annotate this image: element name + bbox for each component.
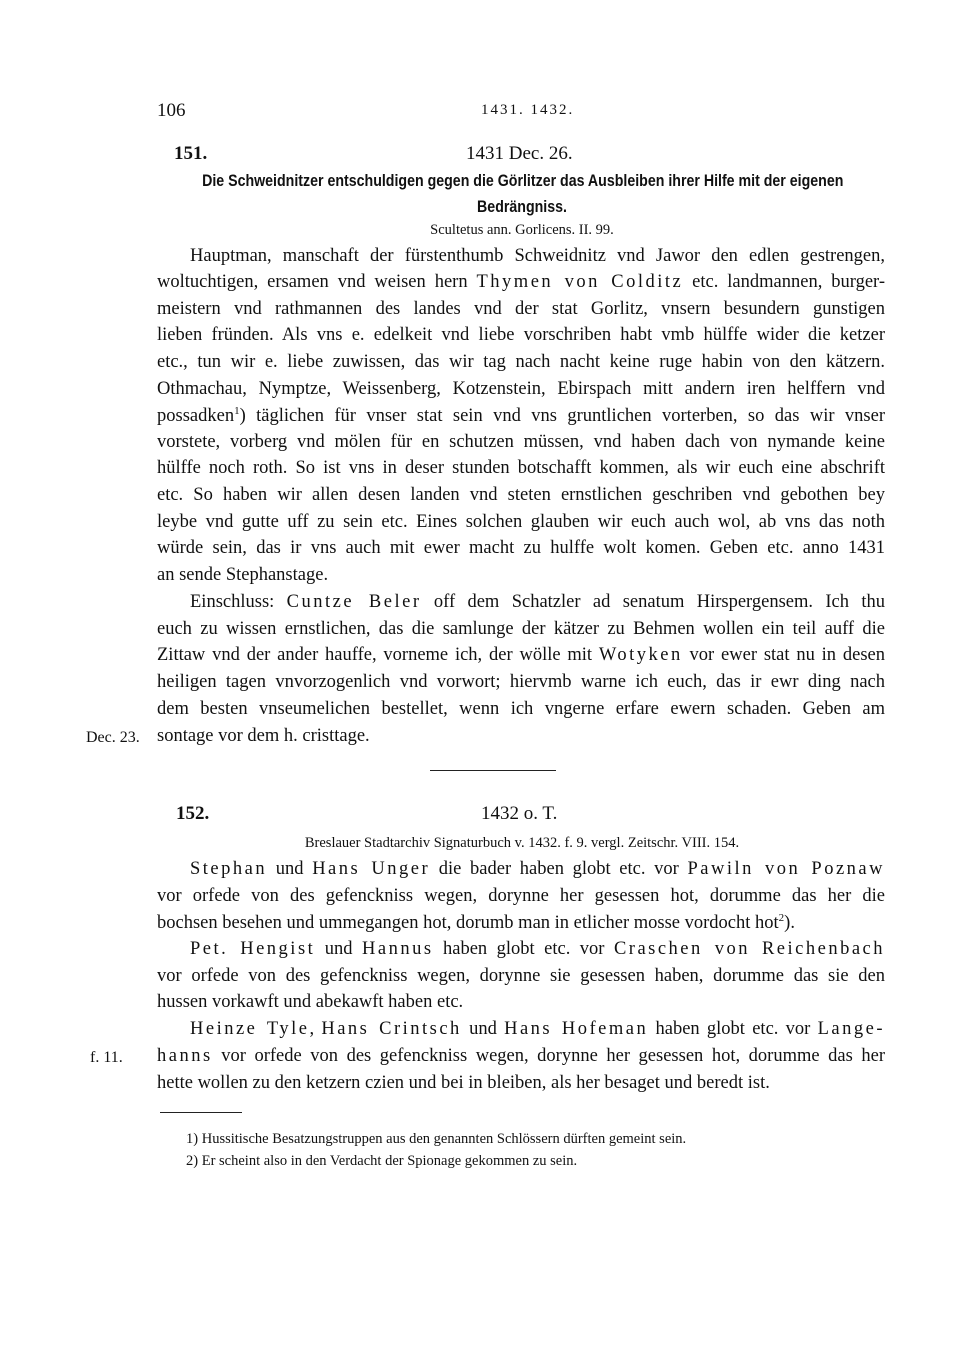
enclosure-line: Zittaw vnd der ander hauffe, vorneme ich, der wölle mit Wotyken vor ewer stat nu in desen — [157, 645, 885, 665]
person-name: Pawiln von Poznaw — [687, 859, 886, 879]
document-number-151: 151. — [174, 143, 208, 164]
text-line: bochsen besehen und ummegangen hot, dorumb man in etlicher mosse vordocht hot$^2$). — [157, 912, 795, 934]
margin-folio-note: f. 11. — [90, 1049, 123, 1066]
person-name: hanns — [157, 1046, 213, 1066]
text-line: woltuchtigen, ersamen vnd weisen hern Thymen von Colditz etc. landmannen, burger- — [157, 272, 885, 292]
person-name: Hannus — [362, 939, 434, 959]
text-line: hülffe noch roth. So ist vns in deser stunden botschafft kommen, als wir euch eine abschrift — [157, 458, 885, 478]
footnote-ref: 2 — [778, 912, 785, 924]
text-line: lieben fründen. Als vns e. edelkeit vnd liebe vorschriben habt vmb hülffe wider die ketzer — [157, 325, 885, 345]
person-name: Hans Crintsch — [321, 1019, 462, 1039]
text-line: würde sein, das ir vns auch mit ewer macht zu hulffe wolt komen. Geben etc. anno 1431 — [157, 538, 885, 558]
text-line: Stephan und Hans Unger die bader haben globt etc. vor Pawiln von Poznaw — [190, 859, 886, 879]
footnote-1 — [186, 1131, 686, 1148]
person-name: Heinze Tyle — [190, 1019, 310, 1039]
text-line: etc. So haben wir allen desen landen vnd steten ernstlichen geschriben vnd gebothen bey — [157, 485, 885, 505]
text-line: possadken$^1$) täglichen für vnser stat sein vnd vns gruntlichen vorterben, so das wir vnser — [157, 405, 885, 427]
person-name: Thymen von Colditz — [476, 272, 684, 292]
person-name: Hans Hofeman — [504, 1019, 649, 1039]
person-name: Stephan — [190, 859, 268, 879]
footnote-divider — [160, 1112, 242, 1113]
footnote-2 — [186, 1153, 577, 1170]
person-name: Hans Unger — [312, 859, 431, 879]
footnote-mark: 1) — [186, 1131, 199, 1147]
footnote-text: Er scheint also in den Verdacht der Spionage gekommen zu sein. — [201, 1153, 578, 1169]
document-heading-151-cont: Bedrängniss. — [477, 198, 567, 216]
document-heading-151: Die Schweidnitzer entschuldigen gegen die Görlitzer das Ausbleiben ihrer Hilfe mit der eigenen — [202, 172, 844, 190]
enclosure-line: Einschluss: Cuntze Beler off dem Schatzler ad senatum Hirspergensem. Ich thu — [190, 592, 886, 612]
document-date-151: 1431 Dec. 26. — [466, 143, 573, 164]
text-line: Othmachau, Nymptze, Weissenberg, Kotzenstein, Ebirspach mitt andern iren helffern vnd — [157, 379, 885, 399]
document-source-151: Scultetus ann. Gorlicens. II. 99. — [430, 222, 614, 238]
text-line: hussen vorkawft und abekawft haben etc. — [157, 992, 464, 1012]
enclosure-line: euch zu wissen ernstlichen, das die samlunge der kätzer zu Behmen wollen ein teil auff die — [157, 619, 885, 639]
section-divider — [430, 770, 556, 771]
text-line: vor orfede von des gefenckniss wegen, dorynne her gesessen hot, dorumme das her die — [157, 886, 885, 906]
footnote-mark: 2) — [186, 1153, 199, 1169]
text-line: hette wollen zu den ketzern czien und bei in bleiben, als her besaget und beredt ist. — [157, 1073, 770, 1093]
text-line: leybe vnd gutte uff zu sein etc. Eines solchen glauben wir euch auch wol, ab vns das noth — [157, 512, 885, 532]
text-line: vorstete, vorberg vnd mölen für en schutzen müssen, vnd haben dach von nymande keine — [157, 432, 885, 452]
text-line: Pet. Hengist und Hannus haben globt etc. vor Craschen von Reichenbach — [190, 939, 885, 959]
page-number: 106 — [157, 100, 186, 121]
text-line: Heinze Tyle, Hans Crintsch und Hans Hofeman haben globt etc. vor Lange- — [190, 1019, 885, 1039]
enclosure-line: heiligen tagen vnvorzogenlich vnd vorwort; hiervmb warne ich euch, das ir ewr ding nach — [157, 672, 885, 692]
person-name: Pet. Hengist — [190, 939, 316, 959]
text-line: Hauptman, manschaft der fürstenthumb Schweidnitz vnd Jawor den edlen gestrengen, — [190, 246, 885, 266]
person-name: Lange- — [817, 1019, 885, 1039]
footnote-ref: 1 — [234, 405, 240, 417]
footnote-text: Hussitische Besatzungstruppen aus den genannten Schlössern dürften gemeint sein. — [201, 1131, 687, 1147]
text-line: an sende Stephanstage. — [157, 565, 329, 585]
text-line: etc., tun wir e. liebe zuwissen, das wir tag nach nacht keine ruge habin von den kätzern. — [157, 352, 885, 372]
person-name: Craschen von Reichenbach — [613, 939, 885, 959]
running-head: 1431. 1432. — [481, 102, 575, 118]
text-line: vor orfede von des gefenckniss wegen, dorynne sie gesessen haben, dorumme das sie den — [157, 966, 885, 986]
document-date-152: 1432 o. T. — [481, 803, 558, 824]
person-name: Wotyken — [598, 645, 683, 665]
document-number-152: 152. — [176, 803, 210, 824]
text-line: meistern vnd rathmannen des landes vnd der stat Gorlitz, vnsern besundern gunstigen — [157, 299, 885, 319]
text-line: hanns vor orfede von des gefenckniss wegen, dorynne her gesessen hot, dorumme das her — [157, 1046, 885, 1066]
enclosure-line: dem besten vnseumelichen bestellet, wenn ich vngerne erfare ewern schaden. Geben am — [157, 699, 885, 719]
enclosure-line: sontage vor dem h. cristtage. — [157, 726, 370, 746]
margin-date-note: Dec. 23. — [86, 729, 140, 746]
document-source-152: Breslauer Stadtarchiv Signaturbuch v. 1432. f. 9. vergl. Zeitschr. VIII. 154. — [304, 835, 740, 851]
person-name: Cuntze Beler — [286, 592, 422, 612]
